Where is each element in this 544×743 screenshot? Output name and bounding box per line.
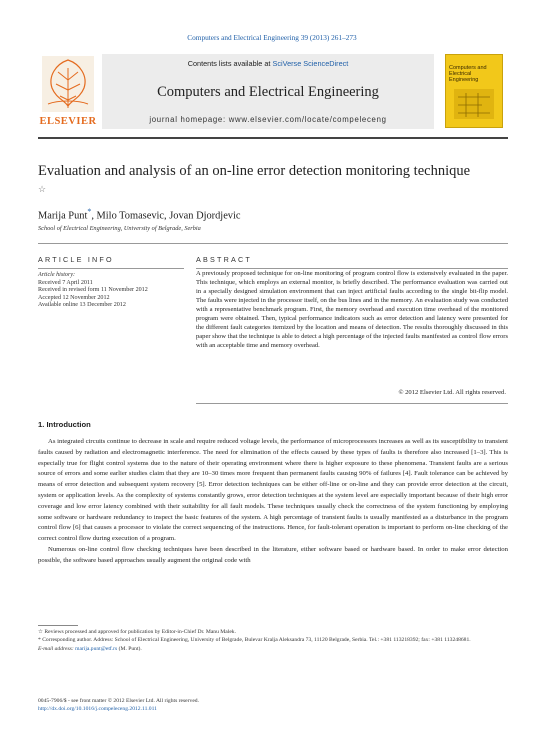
authors-rest: , Milo Tomasevic, Jovan Djordjevic	[91, 210, 241, 222]
article-title-text: Evaluation and analysis of an on-line error detection monitoring technique	[38, 163, 471, 179]
journal-cover[interactable]	[445, 54, 503, 128]
journal-title: Computers and Electrical Engineering	[157, 84, 379, 100]
homepage-prefix: journal homepage:	[149, 115, 229, 124]
abstract-heading: ABSTRACT	[196, 255, 252, 264]
info-top-rule	[38, 243, 508, 244]
article-history	[38, 272, 188, 310]
cover-circuit-icon	[452, 87, 496, 121]
history-item: Received in revised form 11 November 2012	[38, 287, 148, 294]
abstract-rule	[196, 268, 508, 269]
issn-line: 0045-7906/$ - see front matter © 2012 Elsevier Ltd. All rights reserved.	[38, 698, 199, 704]
email-link[interactable]: marija.punt@etf.rs	[75, 645, 118, 652]
email-label: E-mail address:	[38, 645, 76, 652]
history-label: Article history:	[38, 272, 76, 278]
journal-homepage	[102, 115, 434, 124]
email-suffix: (M. Punt).	[117, 645, 142, 652]
banner-center	[102, 54, 434, 129]
journal-reference[interactable]: Computers and Electrical Engineering 39 (2013) 261–273	[187, 33, 357, 42]
article-title	[38, 163, 478, 203]
history-item: Received 7 April 2011	[38, 279, 93, 286]
title-footnote-mark[interactable]: ☆	[38, 183, 47, 194]
article-info-rule	[38, 268, 184, 269]
issn-block	[38, 697, 338, 714]
doi-link[interactable]: http://dx.doi.org/10.1016/j.compeleceng.2012.11.011	[38, 706, 157, 713]
abstract-text: A previously proposed technique for on-line monitoring of program control flow is extensively evaluated in the paper. This technique, which employs an external monitor, is briefly described. The performance evaluation was carried out in a specially designed simulation environment that can inject artificial faults according to the single bit-flip model. The faults were injected in the processor itself, on the bus lines and in the memory. An evaluation study was conducted with a representative benchmark program. First, the memory overhead and execution time overhead of the monitored program were obtained. Then, typical performance indicators such as error detection and latency were presented for the different fault categories itemized by the location and means of detection. The results thoroughly discussed in this paper show that the technique is able to detect a high percentage of the injected faults manifested as control flow errors with an acceptable time and memory overhead.	[196, 270, 508, 349]
footnote-rule	[38, 625, 78, 626]
footnote-email	[38, 645, 508, 653]
footnotes	[38, 628, 508, 653]
journal-banner	[38, 52, 508, 135]
elsevier-tree-icon	[38, 54, 98, 114]
header-rule	[38, 137, 508, 139]
article-info-heading: ARTICLE INFO	[38, 255, 114, 264]
history-item: Accepted 12 November 2012	[38, 294, 110, 301]
corresponding-author-mark[interactable]: *	[87, 207, 92, 216]
publisher-name: ELSEVIER	[39, 116, 97, 127]
paragraph: As integrated circuits continue to decrease in scale and require reduced voltage levels, the performance of microprocessors increases as well as its susceptibility to transient faults caused by radiation and electromagnetic interference. The need for elimination of the effects caused by these types of faults is therefore also increased [1–3]. This is especially true for flight control systems due to the nature of their operating environment where there is higher exposure to these phenomena. Transient faults are a serious source of errors and some earlier studies claim that they are 10–30 times more frequent than permanent faults causing 90% of failures [4]. Fault tolerance can be achieved by means of error detection and subsequent system recovery [5]. Error detection techniques can be either off-line or on-line and they can provide error detection at the circuit, system or application levels. As the complexity of systems constantly grows, error detection techniques at the system level are especially important because of their high error coverage and low error latency combined with their suitability for all fault models. These techniques usually check the correctness of the system functioning by employing some software or hardware redundancy to inspect the basic features of the system. A high percentage of transient faults is usually manifested as a disturbance in the program control flow [6] that causes a processor to violate the correct sequencing of the instructions. Hence, for fault-tolerant operation is important to perform on-line checking of the correct control flow during execution of a program.	[38, 438, 508, 543]
sciencedirect-link[interactable]: SciVerse ScienceDirect	[272, 59, 349, 68]
copyright-notice: © 2012 Elsevier Ltd. All rights reserved.	[398, 389, 506, 396]
history-item: Available online 13 December 2012	[38, 302, 126, 309]
contents-line	[102, 59, 434, 68]
author-first: Marija Punt	[38, 210, 88, 222]
contents-prefix: Contents lists available at	[187, 59, 273, 68]
introduction-body	[38, 437, 508, 567]
cover-title: Computers and Electrical Engineering	[449, 65, 487, 83]
footnote-corresponding: * Corresponding author. Address: School of Electrical Engineering, University of Belgrade, Bulevar Kralja Aleksandra 73, 11120 Belgrade, Serbia. Tel.: +381 113218392; fax: +381 113248681.	[38, 637, 471, 644]
elsevier-logo[interactable]	[38, 54, 98, 129]
section-heading-introduction: 1. Introduction	[38, 420, 91, 429]
homepage-link[interactable]: www.elsevier.com/locate/compeleceng	[228, 115, 387, 124]
affiliation: School of Electrical Engineering, University of Belgrade, Serbia	[38, 225, 201, 232]
footnote-review: ☆ Reviews processed and approved for publication by Editor-in-Chief Dr. Manu Malek.	[38, 629, 236, 635]
abstract-bottom-rule	[196, 403, 508, 404]
paragraph: Numerous on-line control flow checking techniques have been described in the literature, either software based or hardware based. In order to make error detection possible, the software based approaches usually augment the original code with	[38, 545, 508, 564]
authors	[38, 207, 241, 221]
